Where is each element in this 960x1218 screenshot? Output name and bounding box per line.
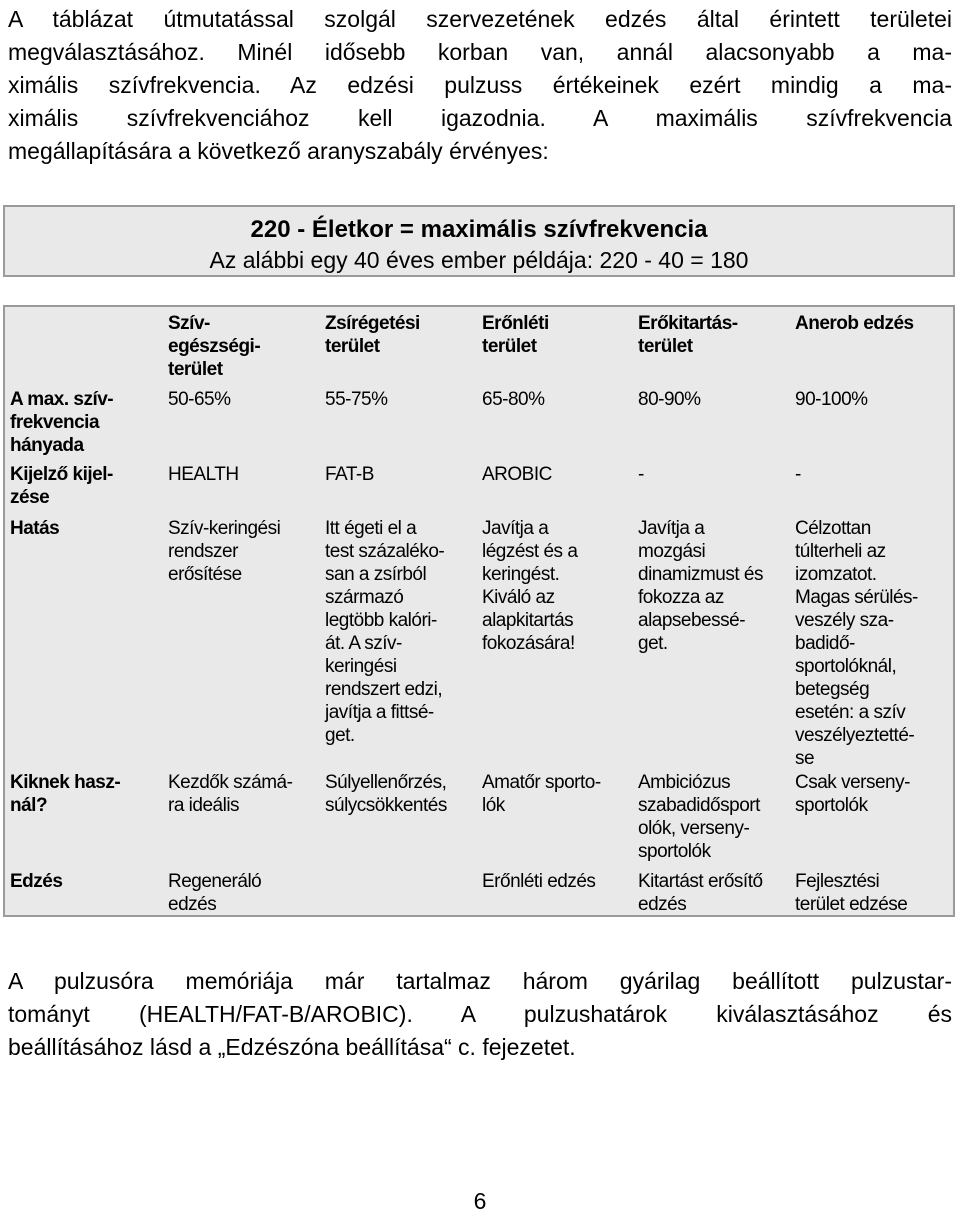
effect-cell: Szív-keringési rendszer erősítése [168, 518, 281, 585]
outro-line: A pulzusóra memóriája már tartalmaz három gyárilag beállított pulzustar- [8, 968, 952, 994]
display-cell: FAT-B [325, 464, 374, 485]
training-cell: Fejlesztési terület edzése [795, 871, 908, 915]
outro-paragraph [8, 965, 952, 1064]
effect-cell: Itt égeti el a test százaléko- san a zsírból származó legtöbb kalóri- át. A szív- keringési rendszert edzi, javítja a fittsé- get. [325, 518, 445, 746]
row-label-for-whom: Kiknek hasz- nál? [10, 772, 121, 816]
outro-line: tományt (HEALTH/FAT-B/AROBIC). A pulzushatárok kiválasztásához és [8, 1001, 952, 1027]
intro-line: A táblázat útmutatással szolgál szervezetének edzés által érintett területei [8, 6, 952, 32]
intro-line: megválasztásához. Minél idősebb korban van, annál alacsonyabb a ma- [8, 39, 952, 65]
header-fat-burn-zone: Zsírégetési terület [325, 313, 420, 357]
outro-line: beállításához lásd a „Edzészóna beállítása“ c. fejezetet. [8, 1034, 576, 1060]
display-cell: - [795, 464, 801, 485]
intro-paragraph [8, 3, 952, 168]
page-number: 6 [473, 1188, 487, 1214]
display-cell: HEALTH [168, 464, 239, 485]
fraction-cell: 80-90% [638, 389, 701, 410]
for-whom-cell: Kezdők számá- ra ideális [168, 772, 293, 816]
header-health-zone: Szív- egészségi- terület [168, 313, 261, 380]
row-label-training: Edzés [10, 871, 63, 892]
training-cell: Regeneráló edzés [168, 871, 262, 915]
fraction-cell: 55-75% [325, 389, 388, 410]
effect-cell: Célzottan túlterheli az izomzatot. Magas sérülés- veszély sza- badidő- sportolóknál, betegség esetén: a szív veszélyeztetté- se [795, 518, 918, 769]
effect-cell: Javítja a mozgási dinamizmust és fokozza az alapsebessé- get. [638, 518, 763, 654]
for-whom-cell: Csak verseny- sportolók [795, 772, 910, 816]
header-fitness-zone: Erőnléti terület [482, 313, 549, 357]
effect-cell: Javítja a légzést és a keringést. Kiváló az alapkitartás fokozására! [482, 518, 578, 654]
fraction-cell: 50-65% [168, 389, 231, 410]
formula-rule: 220 - Életkor = maximális szívfrekvencia [250, 216, 708, 243]
fraction-cell: 90-100% [795, 389, 868, 410]
intro-line: megállapítására a következő aranyszabály érvényes: [8, 138, 549, 164]
header-endurance-zone: Erőkitartás- terület [638, 313, 738, 357]
formula-example: Az alábbi egy 40 éves ember példája: 220 - 40 = 180 [209, 247, 749, 273]
for-whom-cell: Ambiciózus szabadidősport olók, verseny- sportolók [638, 772, 760, 862]
row-label-effect: Hatás [10, 518, 60, 539]
for-whom-cell: Amatőr sporto- lók [482, 772, 601, 816]
training-cell: Kitartást erősítő edzés [638, 871, 763, 915]
row-label-fraction: A max. szív- frekvencia hányada [10, 389, 114, 456]
training-cell: Erőnléti edzés [482, 871, 596, 892]
header-anaerobic-zone: Anerob edzés [795, 313, 914, 334]
for-whom-cell: Súlyellenőrzés, súlycsökkentés [325, 772, 447, 816]
training-zone-table [3, 305, 955, 917]
fraction-cell: 65-80% [482, 389, 545, 410]
row-label-display: Kijelző kijel- zése [10, 464, 113, 508]
display-cell: AROBIC [482, 464, 552, 485]
intro-line: ximális szívfrekvenciához kell igazodnia. A maximális szívfrekvencia [8, 105, 952, 131]
intro-line: ximális szívfrekvencia. Az edzési pulzuss értékeinek ezért mindig a ma- [8, 72, 952, 98]
display-cell: - [638, 464, 644, 485]
formula-box [3, 205, 955, 277]
